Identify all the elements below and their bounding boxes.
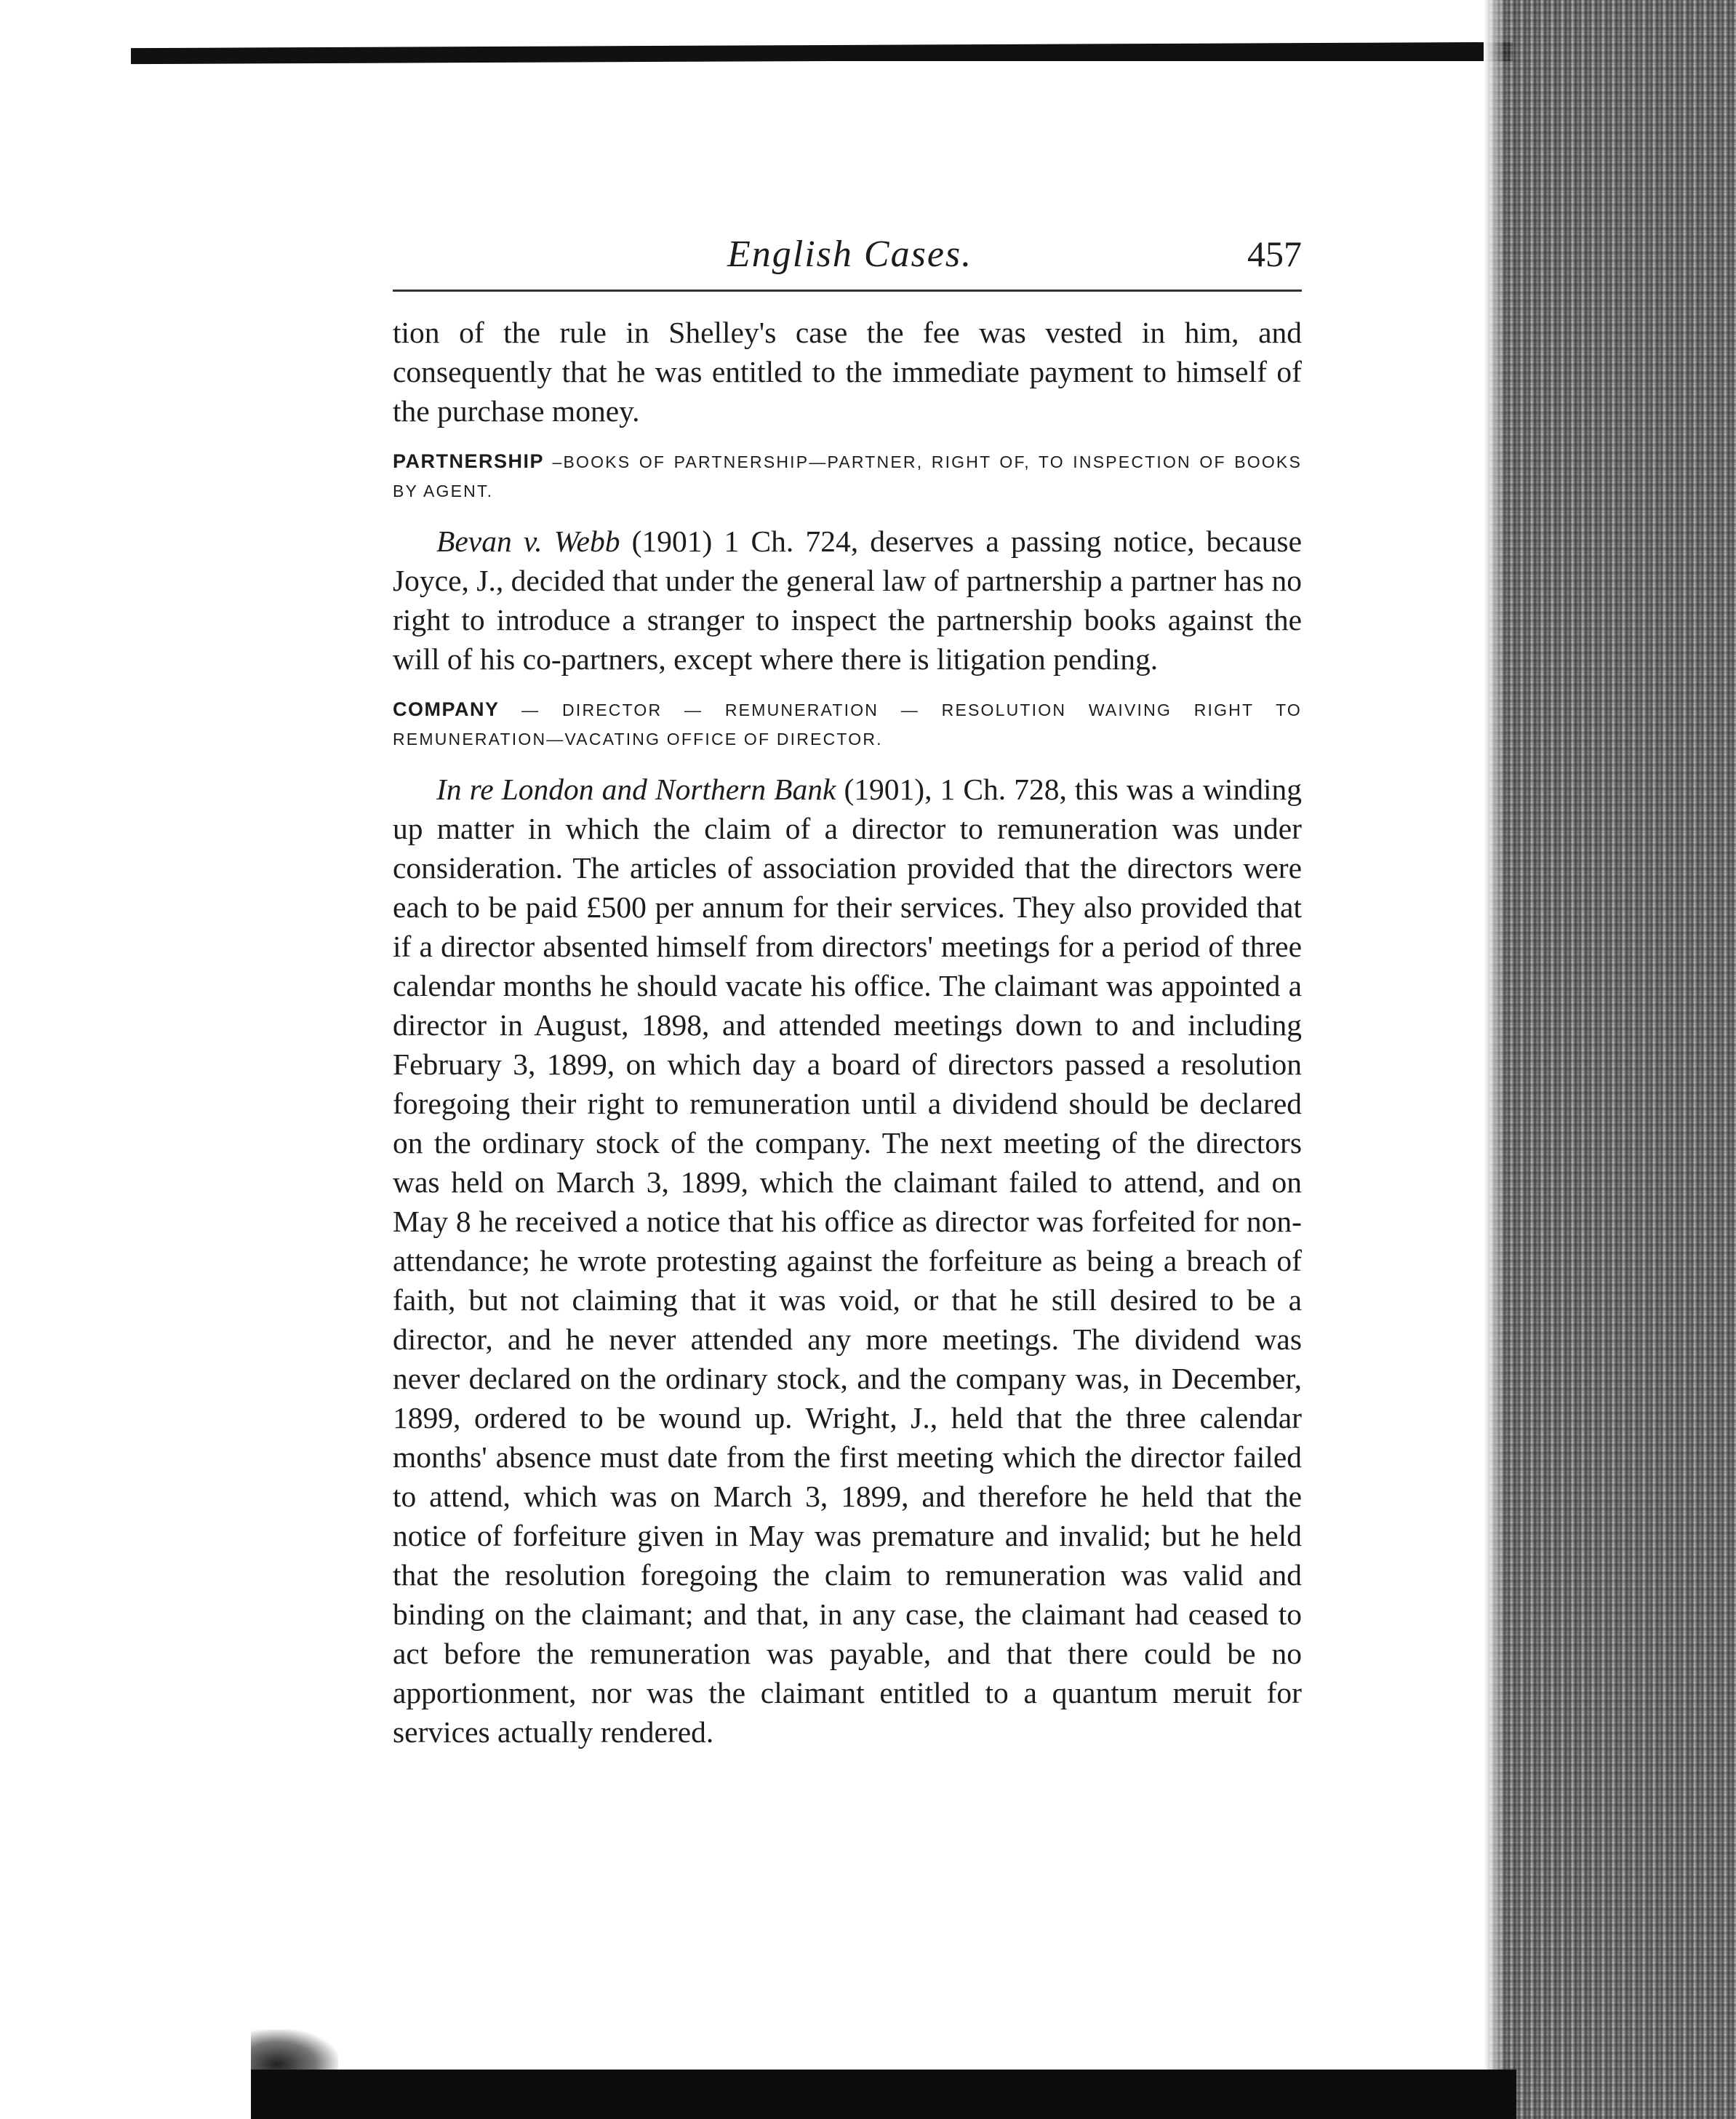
paragraph-text: (1901) 1 Ch. 724, deserves a passing notice, because Joyce, J., decided that under the general law of partnership a partner has no right to introduce a stranger to inspect the partnership books against the will of his co-partners, except where there is litigation pending.	[393, 524, 1302, 676]
scan-page-edge-fade	[1484, 0, 1505, 2119]
scan-border-bottom	[251, 2070, 1516, 2119]
page-number: 457	[1247, 234, 1302, 274]
paragraph-text: (1901), 1 Ch. 728, this was a winding up matter in which the claim of a director to remuneration was under consideration. The articles of association provided that the directors were each to be paid £500 per annum for their services. They also provided that if a director absented himself from directors' meetings for a period of three calendar months he should vacate his office. The claimant was appointed a director in August, 1898, and attended meetings down to and including February 3, 1899, on which day a board of directors passed a resolution foregoing their right to remuneration until a dividend should be declared on the ordinary stock of the company. The next meeting of the directors was held on March 3, 1899, which the claimant failed to attend, and on May 8 he received a notice that his office as director was forfeited for non-attendance; he wrote protesting against the forfeiture as being a breach of faith, but not claiming that it was void, or that he still desired to be a director, and he never attended any more meetings. The dividend was never declared on the ordinary stock, and the company was, in December, 1899, ordered to be wound up. Wright, J., held that the three calendar months' absence must date from the first meeting which the director failed to attend, which was on March 3, 1899, and therefore he held that the notice of forfeiture given in May was premature and invalid; but he held that the resolution foregoing the claim to remuneration was valid and binding on the claimant; and that, in any case, the claimant had ceased to act before the remuneration was payable, and that there could be no apportionment, nor was the claimant entitled to a quantum meruit for services actually rendered.	[393, 773, 1302, 1749]
paragraph-london-northern-bank	[393, 770, 1302, 1752]
case-name: Bevan v. Webb	[436, 524, 620, 558]
heading-lead: PARTNERSHIP	[393, 450, 545, 472]
section-heading-partnership	[393, 447, 1302, 506]
scan-smudge	[251, 2030, 338, 2073]
section-heading-company	[393, 695, 1302, 754]
heading-rest: — DIRECTOR — REMUNERATION — RESOLUTION WAIVING RIGHT TO REMUNERATION—VACATING OFFICE OF DIRECTOR.	[393, 701, 1302, 749]
case-name: In re London and Northern Bank	[436, 773, 836, 806]
paragraph-bevan-v-webb	[393, 522, 1302, 679]
text-column	[393, 313, 1302, 1752]
scan-border-top-line	[131, 57, 1513, 61]
header-rule	[393, 290, 1302, 292]
running-head	[393, 233, 1302, 284]
heading-rest: –BOOKS OF PARTNERSHIP—PARTNER, RIGHT OF, TO INSPECTION OF BOOKS BY AGENT.	[393, 452, 1302, 500]
scan-page-edge	[1484, 0, 1736, 2119]
heading-lead: COMPANY	[393, 698, 500, 720]
paragraph-continuation: tion of the rule in Shelley's case the fee was vested in him, and consequently that he was entitled to the immediate payment to himself of the purchase money.	[393, 316, 1302, 428]
running-head-title: English Cases.	[727, 234, 973, 275]
